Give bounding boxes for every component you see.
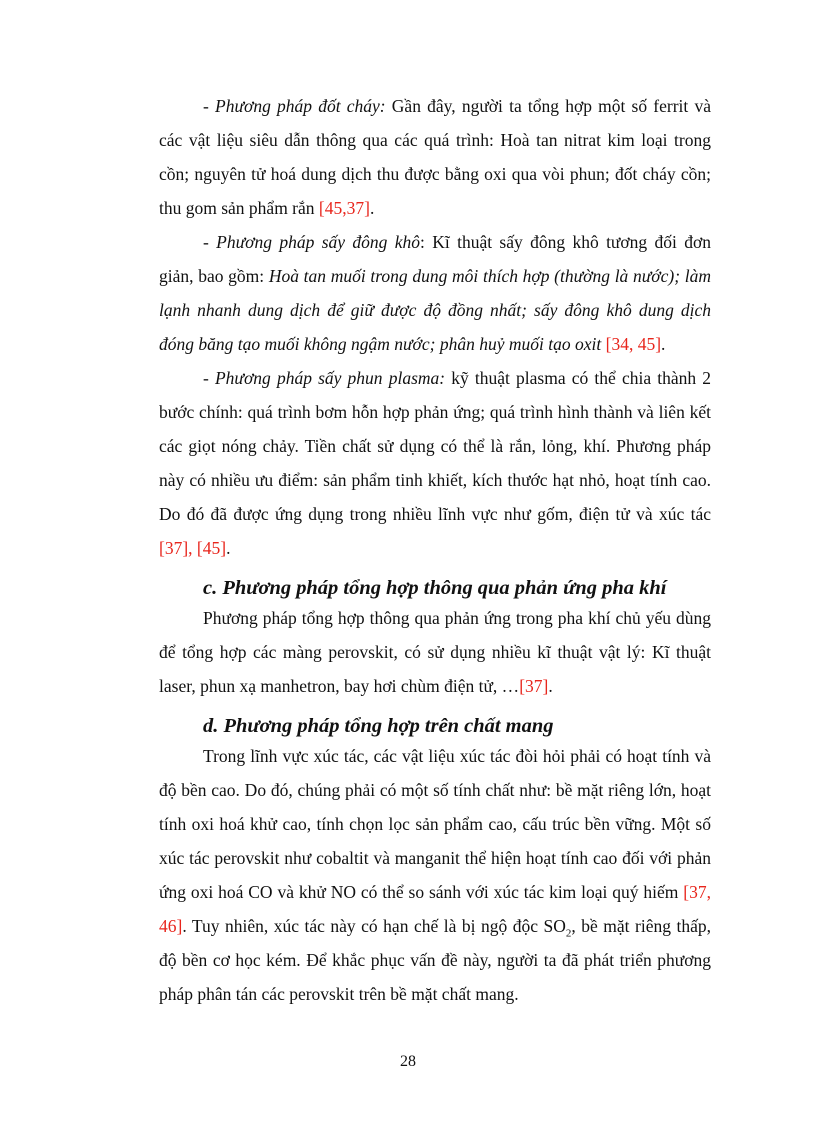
paragraph-gas-phase: Phương pháp tổng hợp thông qua phản ứng trong pha khí chủ yếu dùng để tổng hợp các màng perovskit, có sử dụng nhiều kĩ thuật vật lý: Kĩ thuật laser, phun xạ manhetron, bay hơi chùm điện tử, …[37].: [159, 608, 711, 696]
citation-link[interactable]: [37, 46]: [159, 882, 711, 936]
section-heading-c: c. Phương pháp tổng hợp thông qua phản ứng pha khí: [203, 577, 667, 599]
citation-link[interactable]: [34, 45]: [605, 334, 662, 354]
citation-link[interactable]: [45,37]: [318, 198, 370, 218]
subscript: 2: [565, 927, 572, 940]
section-heading-d: d. Phương pháp tổng hợp trên chất mang: [203, 715, 554, 737]
page-number: 28: [400, 1053, 416, 1070]
citation-link[interactable]: [37], [45]: [159, 538, 227, 558]
citation-link[interactable]: [37]: [519, 676, 549, 696]
paragraph-combustion-method: - Phương pháp đốt cháy: Gần đây, người ta tổng hợp một số ferrit và các vật liệu siêu dẫn thông qua các quá trình: Hoà tan nitrat kim loại trong cồn; nguyên tử hoá dung dịch thu được bằng oxi qua vòi phun; đốt cháy cồn; thu gom sản phẩm rắn [45,37].: [159, 96, 711, 218]
paragraph-freeze-drying-method: - Phương pháp sấy đông khô: Kĩ thuật sấy đông khô tương đối đơn giản, bao gồm: Hoà tan muối trong dung môi thích hợp (thường là nước); làm lạnh nhanh dung dịch để giữ được độ đồng nhất; sấy đông khô dung dịch đóng băng tạo muối không ngậm nước; phân huỷ muối tạo oxit [34, 45].: [159, 232, 711, 354]
paragraph-lead: - Phương pháp đốt cháy:: [203, 96, 386, 116]
paragraph-lead: - Phương pháp sấy đông khô: [203, 232, 421, 252]
paragraph-supported-synthesis: Trong lĩnh vực xúc tác, các vật liệu xúc tác đòi hỏi phải có hoạt tính và độ bền cao. Do đó, chúng phải có một số tính chất như: bề mặt riêng lớn, hoạt tính oxi hoá khử cao, tính chọn lọc sản phẩm cao, cấu trúc bền vững. Một số xúc tác perovskit như cobaltit và manganit thể hiện hoạt tính cao đối với phản ứng oxi hoá CO và khử NO có thể so sánh với xúc tác kim loại quý hiếm [37, 46]. Tuy nhiên, xúc tác này có hạn chế là bị ngộ độc $SO_2$, bề mặt riêng thấp, độ bền cơ học kém. Để khắc phục vấn đề này, người ta đã phát triển phương pháp phân tán các perovskit trên bề mặt chất mang.: [159, 746, 711, 1004]
paragraph-plasma-spray-method: - Phương pháp sấy phun plasma: kỹ thuật plasma có thể chia thành 2 bước chính: quá trình bơm hỗn hợp phản ứng; quá trình hình thành và liên kết các giọt nóng chảy. Tiền chất sử dụng có thể là rắn, lỏng, khí. Phương pháp này có nhiều ưu điểm: sản phẩm tinh khiết, kích thước hạt nhỏ, hoạt tính cao. Do đó đã được ứng dụng trong nhiều lĩnh vực như gốm, điện tử và xúc tác [37], [45].: [159, 368, 712, 558]
paragraph-lead: - Phương pháp sấy phun plasma:: [203, 368, 446, 388]
